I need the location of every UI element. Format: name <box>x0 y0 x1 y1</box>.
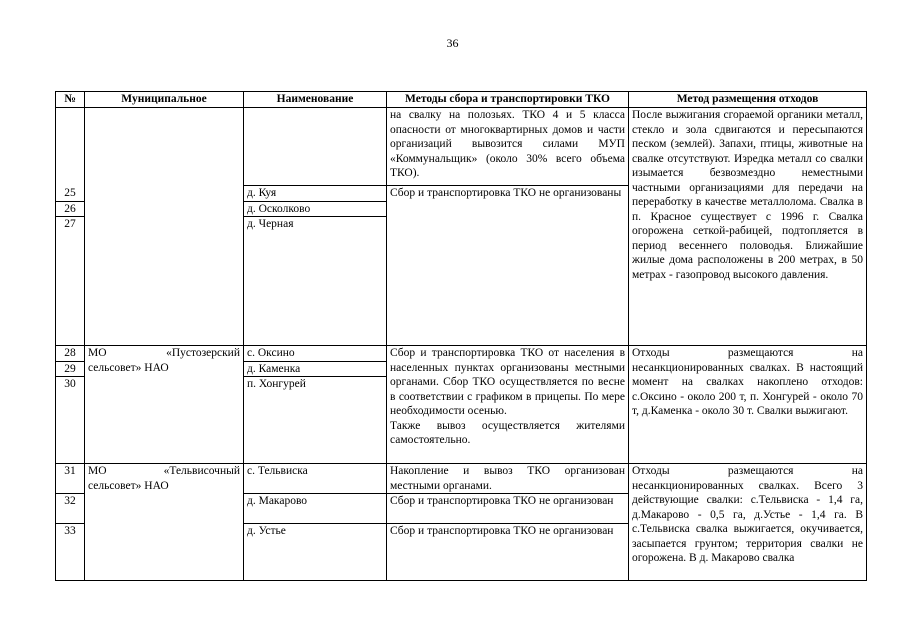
municipality-cell <box>85 464 244 581</box>
settlement-cell: д. Куя <box>244 186 387 202</box>
municipality-name: «Тельвисочный <box>163 465 240 477</box>
settlement-cell: д. Каменка <box>244 361 387 377</box>
municipality-suffix: сельсовет» НАО <box>88 361 169 374</box>
disposal-method-cell: Отходы размещаются на несанкционированных свалках. Всего 3 действующие свалки: с.Тельвиска - 1,4 га, д.Макарово - 0,5 га, д.Устье - 1,4 га. В с.Тельвиска свалка выжигается, окучивается, засыпается грунтом; территория свалки не огорожена. В д. Макарово свалка <box>629 464 867 581</box>
collection-paragraph: Сбор и транспортировка ТКО от населения в населенных пунктах организованы местными органами. Сбор ТКО осуществляется по весне в соответствии с графиком в прицепы. По мере необходимости осенью. <box>390 347 625 417</box>
row-number-cell: 25 <box>56 186 85 202</box>
row-number-cell: 31 <box>56 464 85 494</box>
settlement-cell: д. Черная <box>244 217 387 346</box>
header-row <box>56 92 867 108</box>
municipality-prefix: МО <box>88 465 107 477</box>
collection-paragraph: Также вывоз осуществляется жителями самостоятельно. <box>390 419 625 446</box>
collection-method-cell: Сбор и транспортировка ТКО не организован <box>387 524 629 581</box>
settlement-cell: д. Макарово <box>244 494 387 524</box>
municipality-prefix: МО <box>88 347 107 359</box>
municipality-suffix: сельсовет» НАО <box>88 479 169 492</box>
disposal-method-cell: Отходы размещаются на несанкционированных свалках. В настоящий момент на свалках накоплено отходов: с.Оксино - около 200 т, п. Хонгурей - около 70 т, д.Каменка - около 30 т. Свалки выжигают. <box>629 346 867 464</box>
collection-method-cell <box>387 346 629 464</box>
row-number-cell <box>56 108 85 186</box>
settlement-cell: с. Тельвиска <box>244 464 387 494</box>
disposal-method-cell: После выжигания сгораемой органики металл, стекло и зола сдвигаются и пересыпаются песком (землей). Запахи, птицы, животные на свалке отсутствуют. Изредка металл со свалки изымается безвозмездно неместными частными организациями для передачи на переработку в качестве металлолома. Свалка в п. Красное существует с 1996 г. Свалка огорожена сеткой-рабицей, подтопляется в период весеннего половодья. Ближайшие жилые дома расположены в 200 метрах, в 50 метрах - газопровод высокого давления. <box>629 108 867 346</box>
settlement-cell: п. Хонгурей <box>244 377 387 464</box>
row-number-cell: 30 <box>56 377 85 464</box>
page-number: 36 <box>446 36 459 50</box>
collection-method-cell: на свалку на полозьях. ТКО 4 и 5 класса опасности от многоквартирных домов и части организаций вывозится силами МУП «Коммунальщик» (около 30% всего объема ТКО). <box>387 108 629 186</box>
municipality-cell <box>85 346 244 464</box>
table-row <box>56 346 867 362</box>
waste-registry-table <box>55 91 867 581</box>
collection-method-cell: Сбор и транспортировка ТКО не организованы <box>387 186 629 346</box>
collection-method-cell: Сбор и транспортировка ТКО не организован <box>387 494 629 524</box>
row-number-cell: 26 <box>56 201 85 217</box>
settlement-cell: д. Осколково <box>244 201 387 217</box>
header-collection-methods: Методы сбора и транспортировки ТКО <box>387 92 629 108</box>
header-disposal-method: Метод размещения отходов <box>629 92 867 108</box>
collection-method-cell: Накопление и вывоз ТКО организован местными органами. <box>387 464 629 494</box>
settlement-cell: д. Устье <box>244 524 387 581</box>
header-name: Наименование <box>244 92 387 108</box>
row-number-cell: 28 <box>56 346 85 362</box>
table-row <box>56 108 867 186</box>
header-municipality: Муниципальное <box>85 92 244 108</box>
row-number-cell: 32 <box>56 494 85 524</box>
municipality-cell <box>85 108 244 346</box>
municipality-name: «Пустозерский <box>166 347 240 359</box>
table-row <box>56 464 867 494</box>
settlement-cell: с. Оксино <box>244 346 387 362</box>
row-number-cell: 33 <box>56 524 85 581</box>
settlement-cell <box>244 108 387 186</box>
row-number-cell: 27 <box>56 217 85 346</box>
header-number: № <box>56 92 85 108</box>
row-number-cell: 29 <box>56 361 85 377</box>
